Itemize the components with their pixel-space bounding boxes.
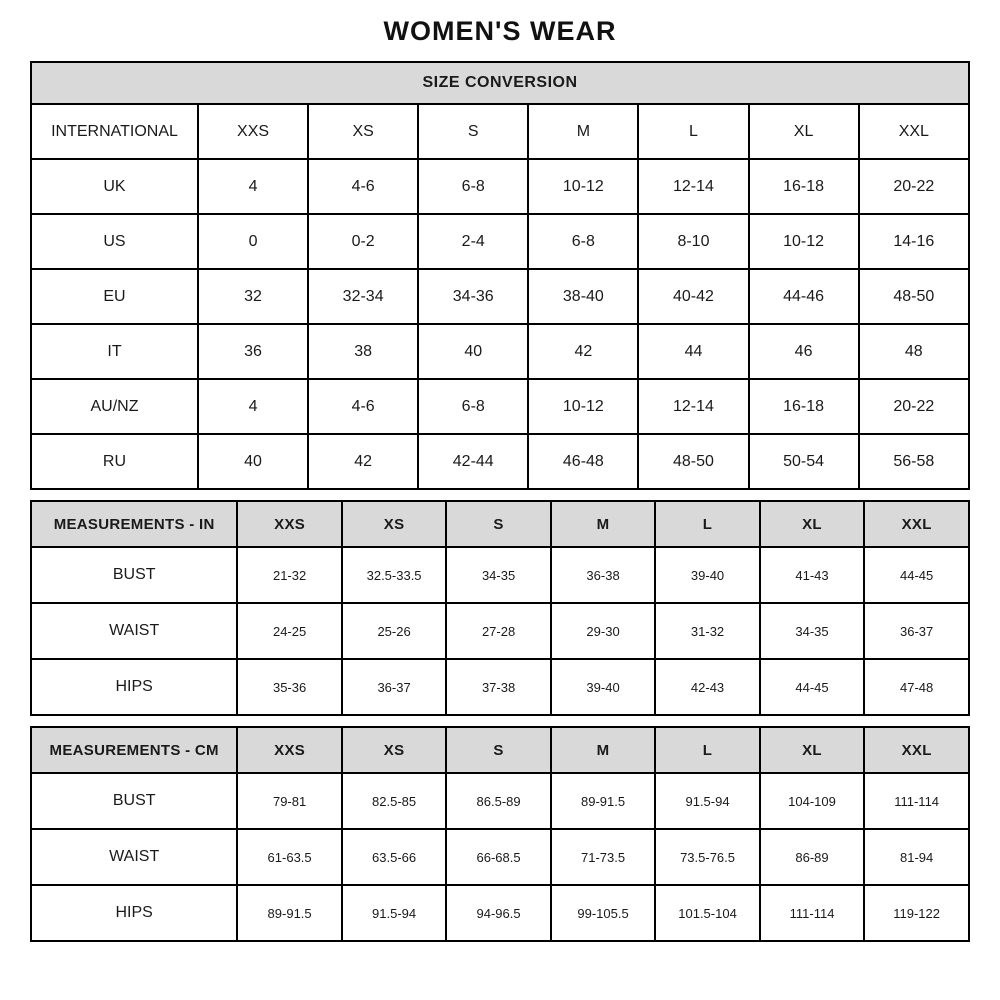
value-cell: 10-12 <box>528 379 638 434</box>
value-cell: 35-36 <box>237 659 341 715</box>
value-cell: 4 <box>198 379 308 434</box>
value-cell: 82.5-85 <box>342 773 446 829</box>
value-cell: 24-25 <box>237 603 341 659</box>
row-label: BUST <box>31 773 237 829</box>
value-cell: 29-30 <box>551 603 655 659</box>
row-label: BUST <box>31 547 237 603</box>
value-cell: 104-109 <box>760 773 864 829</box>
value-cell: 27-28 <box>446 603 550 659</box>
row-label: INTERNATIONAL <box>31 104 198 159</box>
row-label: EU <box>31 269 198 324</box>
value-cell: 10-12 <box>528 159 638 214</box>
size-column-header: L <box>655 727 759 773</box>
value-cell: M <box>528 104 638 159</box>
value-cell: 36-38 <box>551 547 655 603</box>
value-cell: XXL <box>859 104 969 159</box>
value-cell: 39-40 <box>551 659 655 715</box>
value-cell: 111-114 <box>864 773 969 829</box>
measurements-cm-body <box>31 773 969 941</box>
value-cell: 4-6 <box>308 159 418 214</box>
value-cell: 40 <box>198 434 308 489</box>
value-cell: 32 <box>198 269 308 324</box>
measurements-cm-table <box>30 726 970 942</box>
value-cell: 40-42 <box>638 269 748 324</box>
size-conversion-row <box>31 269 969 324</box>
size-column-header: M <box>551 727 655 773</box>
size-conversion-table <box>30 61 970 490</box>
row-label: HIPS <box>31 659 237 715</box>
measurements-in-row <box>31 603 969 659</box>
size-column-header: XXS <box>237 727 341 773</box>
measurements-cm-title: MEASUREMENTS - CM <box>31 727 237 773</box>
size-column-header: XS <box>342 727 446 773</box>
value-cell: 89-91.5 <box>237 885 341 941</box>
value-cell: 20-22 <box>859 379 969 434</box>
value-cell: 63.5-66 <box>342 829 446 885</box>
measurements-cm-header-row <box>31 727 969 773</box>
value-cell: L <box>638 104 748 159</box>
measurements-cm-row <box>31 829 969 885</box>
size-conversion-row <box>31 379 969 434</box>
measurements-cm-row <box>31 885 969 941</box>
value-cell: 119-122 <box>864 885 969 941</box>
value-cell: 42-44 <box>418 434 528 489</box>
measurements-in-title: MEASUREMENTS - IN <box>31 501 237 547</box>
value-cell: 61-63.5 <box>237 829 341 885</box>
value-cell: 36-37 <box>342 659 446 715</box>
row-label: UK <box>31 159 198 214</box>
measurements-in-row <box>31 659 969 715</box>
value-cell: 46-48 <box>528 434 638 489</box>
row-label: IT <box>31 324 198 379</box>
value-cell: 6-8 <box>418 159 528 214</box>
size-conversion-title: SIZE CONVERSION <box>31 62 969 104</box>
value-cell: 36-37 <box>864 603 969 659</box>
value-cell: 38-40 <box>528 269 638 324</box>
size-column-header: XXL <box>864 501 969 547</box>
value-cell: 66-68.5 <box>446 829 550 885</box>
value-cell: 41-43 <box>760 547 864 603</box>
measurements-in-table <box>30 500 970 716</box>
size-column-header: XS <box>342 501 446 547</box>
row-label: WAIST <box>31 603 237 659</box>
value-cell: 94-96.5 <box>446 885 550 941</box>
value-cell: 16-18 <box>749 379 859 434</box>
value-cell: 4-6 <box>308 379 418 434</box>
measurements-in-header-row <box>31 501 969 547</box>
value-cell: 42 <box>528 324 638 379</box>
row-label: HIPS <box>31 885 237 941</box>
size-conversion-row <box>31 159 969 214</box>
row-label: AU/NZ <box>31 379 198 434</box>
value-cell: 0-2 <box>308 214 418 269</box>
size-conversion-body <box>31 104 969 489</box>
size-conversion-row <box>31 104 969 159</box>
value-cell: 99-105.5 <box>551 885 655 941</box>
value-cell: 86-89 <box>760 829 864 885</box>
value-cell: 16-18 <box>749 159 859 214</box>
value-cell: 91.5-94 <box>655 773 759 829</box>
value-cell: 37-38 <box>446 659 550 715</box>
measurements-in-row <box>31 547 969 603</box>
size-column-header: L <box>655 501 759 547</box>
value-cell: 12-14 <box>638 379 748 434</box>
size-conversion-row <box>31 324 969 379</box>
size-column-header: M <box>551 501 655 547</box>
size-column-header: S <box>446 501 550 547</box>
value-cell: 42 <box>308 434 418 489</box>
value-cell: 44-45 <box>760 659 864 715</box>
value-cell: 44 <box>638 324 748 379</box>
value-cell: 48-50 <box>859 269 969 324</box>
value-cell: 32-34 <box>308 269 418 324</box>
value-cell: 34-35 <box>446 547 550 603</box>
value-cell: 44-45 <box>864 547 969 603</box>
size-conversion-header-row <box>31 62 969 104</box>
value-cell: 101.5-104 <box>655 885 759 941</box>
value-cell: S <box>418 104 528 159</box>
size-conversion-row <box>31 214 969 269</box>
value-cell: 86.5-89 <box>446 773 550 829</box>
value-cell: 91.5-94 <box>342 885 446 941</box>
page-title: WOMEN'S WEAR <box>383 16 617 46</box>
value-cell: 79-81 <box>237 773 341 829</box>
value-cell: 50-54 <box>749 434 859 489</box>
value-cell: 38 <box>308 324 418 379</box>
measurements-cm-row <box>31 773 969 829</box>
value-cell: 25-26 <box>342 603 446 659</box>
value-cell: 10-12 <box>749 214 859 269</box>
value-cell: 32.5-33.5 <box>342 547 446 603</box>
size-column-header: XXL <box>864 727 969 773</box>
value-cell: 46 <box>749 324 859 379</box>
value-cell: 40 <box>418 324 528 379</box>
value-cell: 56-58 <box>859 434 969 489</box>
size-column-header: XL <box>760 501 864 547</box>
value-cell: 89-91.5 <box>551 773 655 829</box>
value-cell: 81-94 <box>864 829 969 885</box>
value-cell: 20-22 <box>859 159 969 214</box>
value-cell: 12-14 <box>638 159 748 214</box>
value-cell: 0 <box>198 214 308 269</box>
value-cell: 44-46 <box>749 269 859 324</box>
row-label: WAIST <box>31 829 237 885</box>
size-column-header: XXS <box>237 501 341 547</box>
value-cell: 48 <box>859 324 969 379</box>
value-cell: 6-8 <box>418 379 528 434</box>
size-column-header: S <box>446 727 550 773</box>
size-column-header: XL <box>760 727 864 773</box>
value-cell: 39-40 <box>655 547 759 603</box>
value-cell: XL <box>749 104 859 159</box>
row-label: RU <box>31 434 198 489</box>
value-cell: 34-36 <box>418 269 528 324</box>
value-cell: XXS <box>198 104 308 159</box>
value-cell: 6-8 <box>528 214 638 269</box>
measurements-in-body <box>31 547 969 715</box>
value-cell: 47-48 <box>864 659 969 715</box>
size-conversion-row <box>31 434 969 489</box>
value-cell: 36 <box>198 324 308 379</box>
value-cell: 111-114 <box>760 885 864 941</box>
value-cell: 14-16 <box>859 214 969 269</box>
value-cell: XS <box>308 104 418 159</box>
value-cell: 42-43 <box>655 659 759 715</box>
value-cell: 4 <box>198 159 308 214</box>
value-cell: 48-50 <box>638 434 748 489</box>
value-cell: 71-73.5 <box>551 829 655 885</box>
value-cell: 31-32 <box>655 603 759 659</box>
value-cell: 8-10 <box>638 214 748 269</box>
value-cell: 34-35 <box>760 603 864 659</box>
value-cell: 21-32 <box>237 547 341 603</box>
value-cell: 73.5-76.5 <box>655 829 759 885</box>
row-label: US <box>31 214 198 269</box>
value-cell: 2-4 <box>418 214 528 269</box>
